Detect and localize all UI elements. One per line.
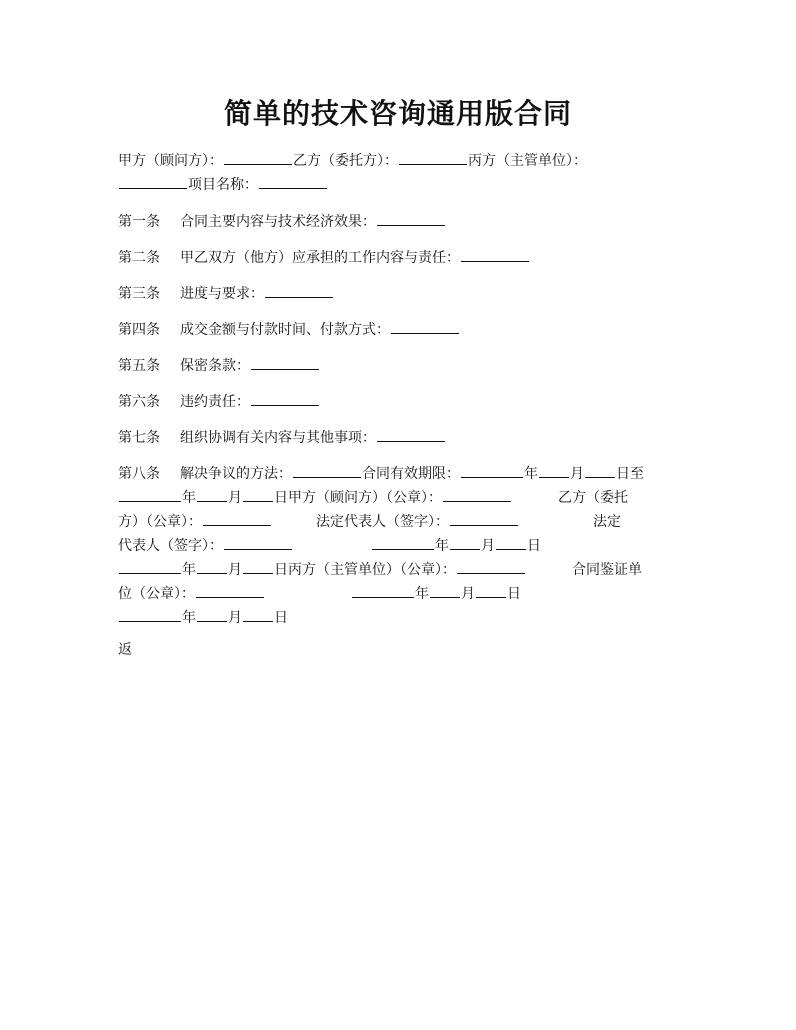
- year-blank: [119, 559, 181, 574]
- month-label: 月: [481, 538, 495, 554]
- article-number: 第六条: [118, 394, 160, 410]
- article-blank: [391, 319, 459, 334]
- page-title: 简单的技术咨询通用版合同: [223, 97, 572, 130]
- article-text: 进度与要求：: [180, 286, 264, 302]
- day-blank: [585, 463, 615, 478]
- article-number: 第二条: [118, 250, 160, 266]
- party-c-blank: [119, 174, 187, 189]
- legal-rep-blank-2: [224, 535, 292, 550]
- parties-line-2: [118, 174, 328, 194]
- article-8-line-1: [118, 463, 644, 483]
- article-8-line-2: [118, 487, 628, 507]
- legal-rep-label-1: 法定代表人（签字）：: [316, 514, 449, 530]
- party-b-label: 乙方（委托方）：: [293, 153, 398, 169]
- legal-rep-label-2b: 代表人（签字）：: [118, 538, 223, 554]
- day-blank: [496, 535, 526, 550]
- party-c-seal-blank: [457, 559, 525, 574]
- month-label: 月: [570, 466, 584, 482]
- validity-label: 合同有效期限：: [362, 466, 460, 482]
- party-a-blank: [224, 150, 292, 165]
- month-label: 月: [461, 586, 475, 602]
- article-number: 第三条: [118, 286, 160, 302]
- month-blank: [430, 583, 460, 598]
- article-blank: [265, 283, 333, 298]
- article-text: 保密条款：: [180, 358, 250, 374]
- project-blank: [259, 174, 327, 189]
- article-blank: [377, 211, 445, 226]
- party-c-seal-label: 日丙方（主管单位）（公章）：: [274, 562, 456, 578]
- month-label: 月: [228, 490, 242, 506]
- year-blank: [119, 607, 181, 622]
- article-8-line-7: [118, 607, 288, 627]
- article-8-line-3: [118, 511, 621, 531]
- month-blank: [197, 487, 227, 502]
- year-label: 年: [182, 610, 196, 626]
- article-number: 第五条: [118, 358, 160, 374]
- project-label: 项目名称：: [188, 177, 258, 193]
- day-label: 日: [527, 538, 541, 554]
- witness-blank: [196, 583, 264, 598]
- day-blank: [476, 583, 506, 598]
- article-blank: [461, 247, 529, 262]
- day-label: 日: [274, 610, 288, 626]
- day-blank: [243, 559, 273, 574]
- article-blank: [293, 463, 361, 478]
- party-b-blank: [399, 150, 467, 165]
- day-blank: [243, 487, 273, 502]
- article-number: 第八条: [118, 466, 160, 482]
- month-label: 月: [228, 562, 242, 578]
- article-6: [118, 391, 320, 411]
- year-label: 年: [435, 538, 449, 554]
- parties-line-1: [118, 150, 587, 170]
- party-b-seal-label-2: 方）（公章）：: [118, 514, 202, 530]
- article-8-line-4: [118, 535, 541, 555]
- year-blank: [119, 487, 181, 502]
- article-4: [118, 319, 460, 339]
- party-b-seal-label-1: 乙方（委托: [558, 490, 628, 506]
- year-blank: [461, 463, 523, 478]
- article-number: 第四条: [118, 322, 160, 338]
- year-label: 年: [415, 586, 429, 602]
- year-label: 年: [524, 466, 538, 482]
- article-1: [118, 211, 446, 231]
- article-text: 成交金额与付款时间、付款方式：: [180, 322, 390, 338]
- witness-label-1: 合同鉴证单: [572, 562, 642, 578]
- article-blank: [251, 391, 319, 406]
- month-blank: [197, 559, 227, 574]
- party-a-label: 甲方（顾问方）：: [118, 153, 223, 169]
- article-8-line-6: [118, 583, 521, 603]
- article-text: 合同主要内容与技术经济效果：: [180, 214, 376, 230]
- month-blank: [450, 535, 480, 550]
- article-7: [118, 427, 446, 447]
- article-number: 第一条: [118, 214, 160, 230]
- article-text: 甲乙双方（他方）应承担的工作内容与责任：: [180, 250, 460, 266]
- day-to-label: 日至: [616, 466, 644, 482]
- article-3: [118, 283, 334, 303]
- article-number: 第七条: [118, 430, 160, 446]
- day-blank: [243, 607, 273, 622]
- year-label: 年: [182, 562, 196, 578]
- article-text: 组织协调有关内容与其他事项：: [180, 430, 376, 446]
- legal-rep-blank-1: [450, 511, 518, 526]
- year-label: 年: [182, 490, 196, 506]
- article-text: 违约责任：: [180, 394, 250, 410]
- month-blank: [539, 463, 569, 478]
- year-blank: [372, 535, 434, 550]
- footer-return-text: 返: [118, 642, 132, 658]
- legal-rep-label-2a: 法定: [593, 514, 621, 530]
- party-a-seal-blank: [443, 487, 511, 502]
- month-blank: [197, 607, 227, 622]
- witness-label-2: 位（公章）：: [118, 586, 195, 602]
- year-blank: [352, 583, 414, 598]
- article-8-line-5: [118, 559, 642, 579]
- party-a-seal-label: 日甲方（顾问方）（公章）：: [274, 490, 442, 506]
- footer-text: [118, 640, 132, 660]
- article-blank: [251, 355, 319, 370]
- month-label: 月: [228, 610, 242, 626]
- article-5: [118, 355, 320, 375]
- party-c-label: 丙方（主管单位）：: [468, 153, 587, 169]
- party-b-seal-blank: [203, 511, 271, 526]
- article-text: 解决争议的方法：: [180, 466, 292, 482]
- article-2: [118, 247, 530, 267]
- day-label: 日: [507, 586, 521, 602]
- article-blank: [377, 427, 445, 442]
